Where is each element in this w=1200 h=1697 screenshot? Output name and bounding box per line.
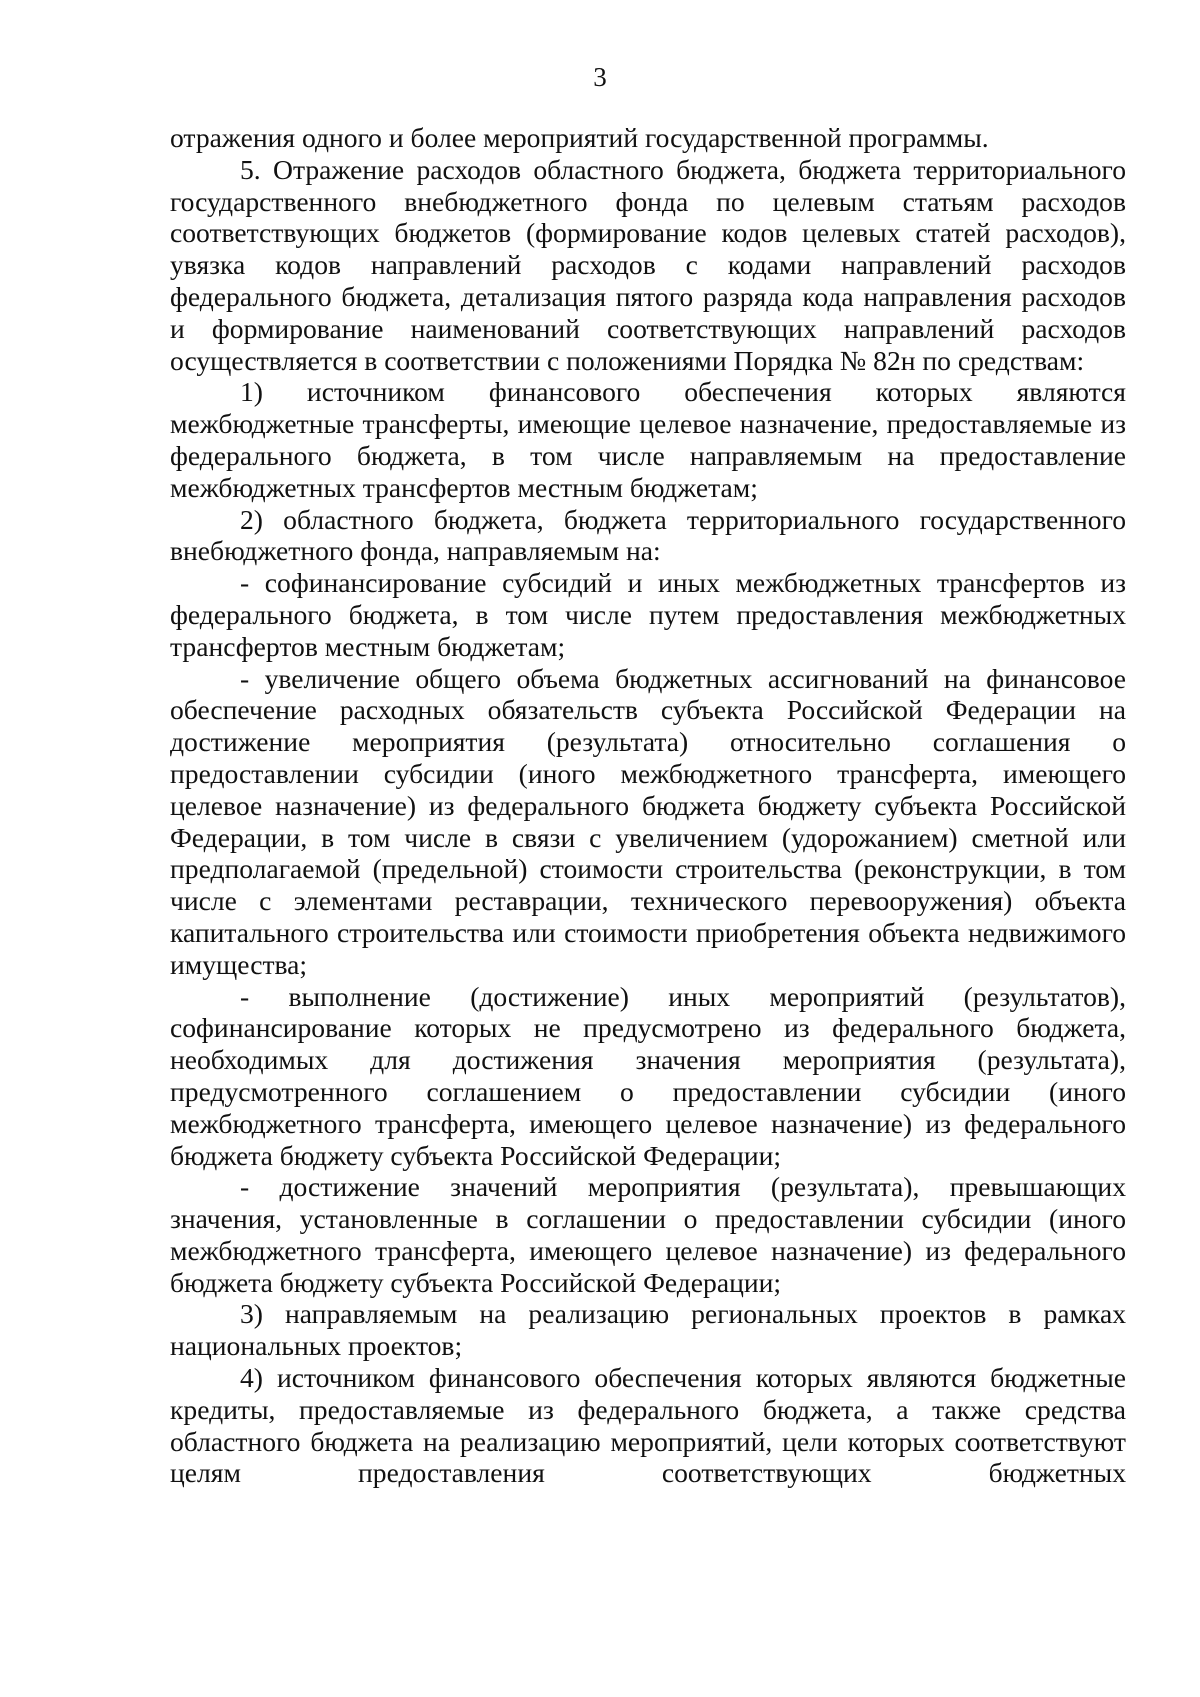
page-number: 3 (593, 62, 607, 92)
dash-item-increase: - увеличение общего объема бюджетных ассигнований на финансовое обеспечение расходных обязательств субъекта Российской Федерации на достижение мероприятия (результата) относительно соглашения о предоставлении субсидии (иного межбюджетного трансферта, имеющего целевое назначение) из федерального бюджета бюджету субъекта Российской Федерации, в том числе в связи с увеличением (удорожанием) сметной или предполагаемой (предельной) стоимости строительства (реконструкции, в том числе с элементами реставрации, технического перевооружения) объекта капитального строительства или стоимости приобретения объекта недвижимого имущества; (170, 662, 1126, 980)
paragraph-continuation: отражения одного и более мероприятий государственной программы. (170, 122, 989, 153)
list-item-3: 3) направляемым на реализацию региональных проектов в рамках национальных проектов; (170, 1298, 1126, 1362)
document-body (170, 122, 1126, 1489)
list-item-2: 2) областного бюджета, бюджета территориального государственного внебюджетного фонда, направляемым на: (170, 503, 1126, 567)
dash-item-cofinancing: - софинансирование субсидий и иных межбюджетных трансфертов из федерального бюджета, в том числе путем предоставления межбюджетных трансфертов местным бюджетам; (170, 567, 1126, 662)
list-item-1: 1) источником финансового обеспечения которых являются межбюджетные трансферты, имеющие целевое назначение, предоставляемые из федерального бюджета, в том числе направляемым на предоставление межбюджетных трансфертов местным бюджетам; (170, 376, 1126, 503)
list-item-4: 4) источником финансового обеспечения которых являются бюджетные кредиты, предоставляемые из федерального бюджета, а также средства областного бюджета на реализацию мероприятий, цели которых соответствуют целям предоставления соответствующих бюджетных (170, 1362, 1126, 1489)
dash-item-fulfillment: - выполнение (достижение) иных мероприятий (результатов), софинансирование которых не предусмотрено из федерального бюджета, необходимых для достижения значения мероприятия (результата), предусмотренного соглашением о предоставлении субсидии (иного межбюджетного трансферта, имеющего целевое назначение) из федерального бюджета бюджету субъекта Российской Федерации; (170, 980, 1126, 1171)
dash-item-achievement: - достижение значений мероприятия (результата), превышающих значения, установленные в соглашении о предоставлении субсидии (иного межбюджетного трансферта, имеющего целевое назначение) из федерального бюджета бюджету субъекта Российской Федерации; (170, 1171, 1126, 1298)
paragraph-section-5: 5. Отражение расходов областного бюджета, бюджета территориального государственного внебюджетного фонда по целевым статьям расходов соответствующих бюджетов (формирование кодов целевых статей расходов), увязка кодов направлений расходов с кодами направлений расходов федерального бюджета, детализация пятого разряда кода направления расходов и формирование наименований соответствующих направлений расходов осуществляется в соответствии с положениями Порядка № 82н по средствам: (170, 153, 1126, 376)
